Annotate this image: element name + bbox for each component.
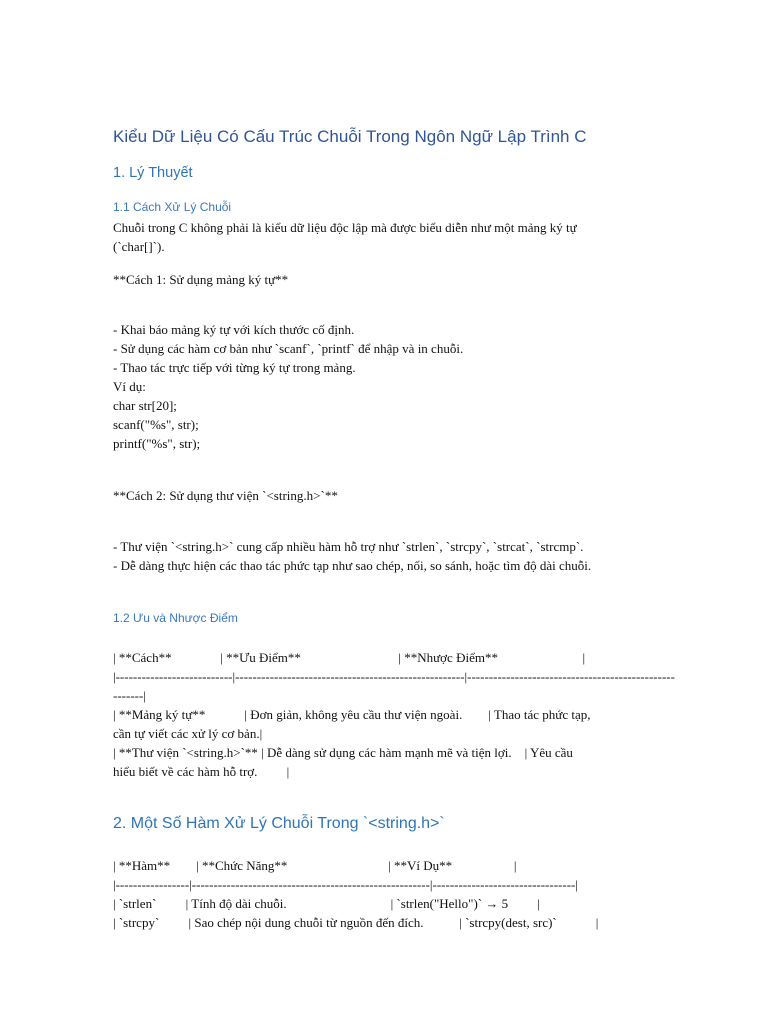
subsection-1-2-heading: 1.2 Ưu và Nhược Điểm (113, 611, 238, 625)
document-page (113, 0, 673, 1024)
section-2-heading: 2. Một Số Hàm Xử Lý Chuỗi Trong `<string.h>` (113, 815, 445, 832)
method-2-heading: **Cách 2: Sử dụng thư viện `<string.h>`** (113, 488, 338, 503)
section-1-heading: 1. Lý Thuyết (113, 165, 193, 181)
subsection-1-1-intro: Chuỗi trong C không phải là kiểu dữ liệu độc lập mà được biểu diễn như một mảng ký tự (`char[]`). (113, 220, 577, 254)
method-1-heading: **Cách 1: Sử dụng mảng ký tự** (113, 272, 289, 287)
comparison-table: | **Cách** | **Ưu Điểm** | **Nhược Điểm** | |---------------------------|-----------------------------------------------------|------------------------------------------------ -------| | **Mảng ký tự** | Đơn giản, không yêu cầu thư viện ngoài. | Thao tác phức tạp, cần tự viết các xử lý cơ bản.| | **Thư viện `<string.h>`** | Dễ dàng sử dụng các hàm mạnh mẽ và tiện lợi. | Yêu cầu hiểu biết về các hàm hỗ trợ. | (113, 650, 675, 779)
document-title: Kiểu Dữ Liệu Có Cấu Trúc Chuỗi Trong Ngôn Ngữ Lập Trình C (113, 127, 587, 146)
method-2-body: - Thư viện `<string.h>` cung cấp nhiều hàm hỗ trợ như `strlen`, `strcpy`, `strcat`, `strcmp`. - Dễ dàng thực hiện các thao tác phức tạp như sao chép, nối, so sánh, hoặc tìm độ dài chuỗi. (113, 539, 592, 573)
method-1-body: - Khai báo mảng ký tự với kích thước cố định. - Sử dụng các hàm cơ bản như `scanf`, `printf` để nhập và in chuỗi. - Thao tác trực tiếp với từng ký tự trong mảng. Ví dụ: char str[20]; scanf("%s", str); printf("%s", str); (113, 322, 464, 451)
functions-table: | **Hàm** | **Chức Năng** | **Ví Dụ** | |-----------------|-------------------------------------------------------|---------------------------------| | `strlen` | Tính độ dài chuỗi. | `strlen("Hello")` → 5 | | `strcpy` | Sao chép nội dung chuỗi từ nguồn đến đích. | `strcpy(dest, src)` | (113, 858, 599, 930)
subsection-1-1-heading: 1.1 Cách Xử Lý Chuỗi (113, 200, 232, 214)
